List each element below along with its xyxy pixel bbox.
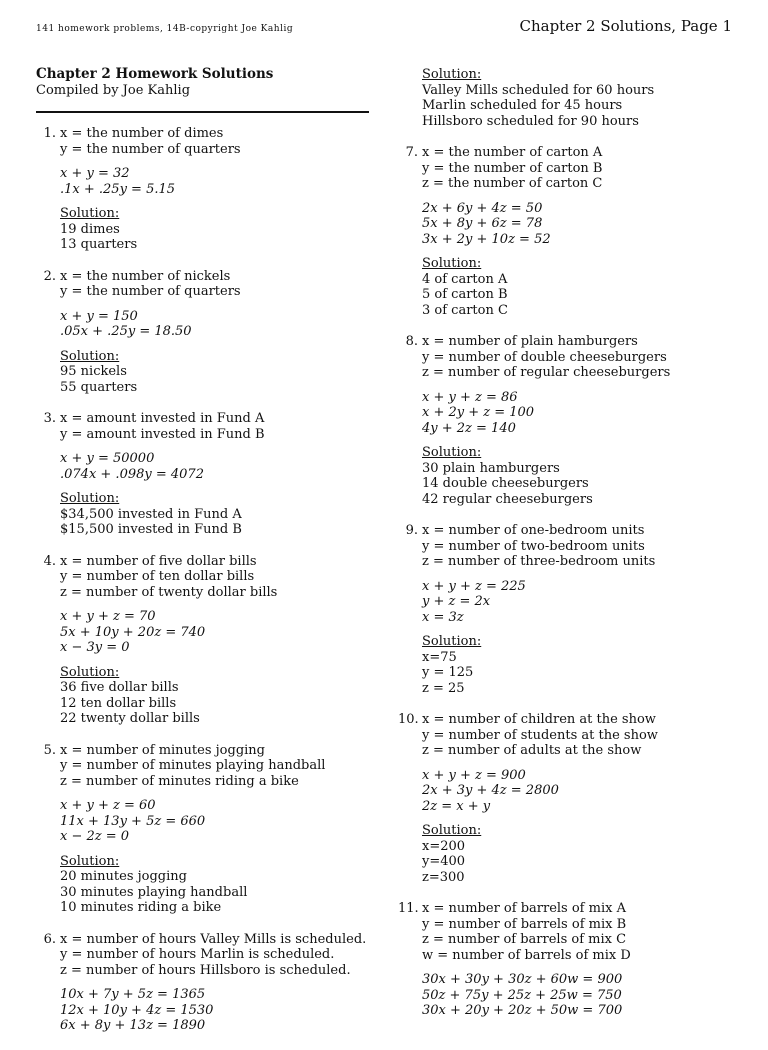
left-column bbox=[36, 67, 371, 1050]
solution-block bbox=[60, 854, 371, 916]
problem-number: 8. bbox=[405, 334, 418, 349]
equation-system bbox=[60, 309, 371, 340]
solution-line: x=75 bbox=[422, 649, 457, 665]
variable-definitions-line: z = number of three-bedroom units bbox=[422, 554, 656, 569]
variable-definitions-line: x = amount invested in Fund A bbox=[60, 411, 265, 426]
right-problem-list bbox=[398, 145, 733, 1019]
solution-line: 42 regular cheeseburgers bbox=[422, 491, 593, 507]
equation-system-line: x + y + z = 900 bbox=[422, 767, 526, 783]
solution-line: 55 quarters bbox=[60, 379, 138, 395]
solution-line: y=400 bbox=[422, 854, 466, 869]
equation-system bbox=[422, 201, 733, 248]
solution-line: z = 25 bbox=[422, 680, 465, 696]
variable-definitions-line: y = the number of quarters bbox=[60, 141, 241, 157]
solution-line: 20 minutes jogging bbox=[60, 869, 187, 884]
solution-block bbox=[60, 491, 371, 538]
solution-line: $15,500 invested in Fund B bbox=[60, 522, 242, 537]
variable-definitions-line: z = number of hours Hillsboro is scheduled. bbox=[60, 962, 351, 978]
variable-definitions bbox=[60, 269, 371, 300]
variable-definitions-line: x = number of five dollar bills bbox=[60, 553, 257, 569]
solution-label: Solution: bbox=[60, 206, 120, 221]
problem-number: 5. bbox=[43, 742, 56, 758]
equation-system bbox=[422, 972, 733, 1019]
compiled-by: Compiled by Joe Kahlig bbox=[36, 82, 191, 98]
problem-item bbox=[398, 901, 733, 1019]
equation-system bbox=[422, 579, 733, 626]
variable-definitions bbox=[60, 411, 371, 442]
problem-item bbox=[36, 932, 371, 1034]
problem-number: 11. bbox=[398, 901, 419, 916]
equation-system-line: y + z = 2x bbox=[422, 594, 491, 609]
problem-number: 4. bbox=[43, 553, 56, 569]
equation-system-line: .1x + .25y = 5.15 bbox=[60, 181, 176, 197]
equation-system bbox=[422, 390, 733, 437]
variable-definitions-line: x = number of minutes jogging bbox=[60, 742, 265, 758]
equation-system-line: 6x + 8y + 13z = 1890 bbox=[60, 1018, 206, 1033]
equation-system-line: x − 3y = 0 bbox=[60, 640, 130, 655]
variable-definitions-line: y = number of two-bedroom units bbox=[422, 538, 645, 554]
solution-line: 14 double cheeseburgers bbox=[422, 476, 589, 491]
equation-system-line: 10x + 7y + 5z = 1365 bbox=[60, 987, 206, 1002]
equation-system-line: 5x + 8y + 6z = 78 bbox=[422, 216, 543, 231]
variable-definitions bbox=[422, 145, 733, 192]
solution-line: Valley Mills scheduled for 60 hours bbox=[422, 82, 655, 98]
solution-line: 5 of carton B bbox=[422, 287, 508, 302]
equation-system-line: 5x + 10y + 20z = 740 bbox=[60, 624, 206, 640]
variable-definitions-line: x = the number of dimes bbox=[60, 126, 224, 141]
equation-system-line: 2x + 3y + 4z = 2800 bbox=[422, 783, 559, 798]
equation-system-line: x + y + z = 70 bbox=[60, 609, 156, 624]
solution-line: $34,500 invested in Fund A bbox=[60, 506, 242, 522]
variable-definitions-line: z = number of barrels of mix C bbox=[422, 932, 627, 947]
problem-item bbox=[36, 554, 371, 727]
solution-line: 4 of carton A bbox=[422, 271, 508, 287]
variable-definitions-line: y = number of barrels of mix B bbox=[422, 916, 627, 932]
equation-system-line: x + y = 32 bbox=[60, 166, 130, 181]
right-column bbox=[398, 67, 733, 1035]
equation-system-line: 50z + 75y + 25z + 25w = 750 bbox=[422, 987, 622, 1003]
variable-definitions bbox=[60, 554, 371, 601]
equation-system-line: x + y + z = 86 bbox=[422, 389, 518, 405]
solution-block bbox=[422, 823, 733, 885]
solution-line: 3 of carton C bbox=[422, 302, 508, 318]
solution-label: Solution: bbox=[60, 348, 120, 364]
solution-line: 36 five dollar bills bbox=[60, 680, 179, 695]
variable-definitions bbox=[60, 743, 371, 790]
variable-definitions-line: y = number of minutes playing handball bbox=[60, 758, 326, 773]
solution-block bbox=[60, 665, 371, 727]
solution-label: Solution: bbox=[422, 256, 482, 271]
equation-system-line: x + y + z = 60 bbox=[60, 798, 156, 813]
variable-definitions bbox=[422, 901, 733, 963]
variable-definitions-line: y = number of students at the show bbox=[422, 727, 658, 743]
problem-item bbox=[36, 269, 371, 396]
solution-label: Solution: bbox=[422, 823, 482, 838]
equation-system-line: 30x + 30y + 30z + 60w = 900 bbox=[422, 972, 623, 987]
problem-item bbox=[36, 743, 371, 916]
variable-definitions-line: x = number of one-bedroom units bbox=[422, 523, 645, 538]
equation-system-line: 3x + 2y + 10z = 52 bbox=[422, 231, 551, 247]
variable-definitions-line: z = number of minutes riding a bike bbox=[60, 773, 299, 789]
problem-item bbox=[398, 145, 733, 318]
problem-item bbox=[398, 523, 733, 696]
solution-line: Marlin scheduled for 45 hours bbox=[422, 98, 623, 113]
variable-definitions bbox=[422, 334, 733, 381]
solution-line: x=200 bbox=[422, 838, 466, 854]
equation-system-line: x = 3z bbox=[422, 609, 464, 625]
problem-number: 1. bbox=[43, 126, 56, 141]
variable-definitions-line: y = the number of quarters bbox=[60, 284, 241, 299]
variable-definitions-line: x = number of hours Valley Mills is scheduled. bbox=[60, 931, 367, 947]
variable-definitions-line: x = the number of carton A bbox=[422, 145, 603, 160]
variable-definitions-line: y = number of hours Marlin is scheduled. bbox=[60, 947, 335, 962]
solution-label: Solution: bbox=[422, 67, 482, 82]
solution-line: 95 nickels bbox=[60, 364, 127, 379]
equation-system-line: x + 2y + z = 100 bbox=[422, 405, 535, 420]
equation-system-line: x + y = 150 bbox=[60, 308, 138, 324]
equation-system-line: .074x + .098y = 4072 bbox=[60, 466, 204, 482]
solution-label: Solution: bbox=[422, 445, 482, 460]
problem-6-solution bbox=[398, 67, 733, 129]
solution-line: 30 plain hamburgers bbox=[422, 460, 560, 476]
equation-system-line: 11x + 13y + 5z = 660 bbox=[60, 813, 206, 829]
variable-definitions-line: z = number of twenty dollar bills bbox=[60, 584, 278, 600]
solution-line: 10 minutes riding a bike bbox=[60, 900, 222, 915]
solution-line: 22 twenty dollar bills bbox=[60, 711, 200, 726]
variable-definitions bbox=[60, 932, 371, 979]
equation-system bbox=[60, 798, 371, 845]
problem-number: 6. bbox=[43, 931, 56, 947]
solution-line: 13 quarters bbox=[60, 237, 138, 252]
equation-system-line: 30x + 20y + 20z + 50w = 700 bbox=[422, 1003, 623, 1018]
equation-system-line: x + y = 50000 bbox=[60, 451, 155, 466]
problem-number: 7. bbox=[405, 145, 418, 160]
solution-block bbox=[422, 256, 733, 318]
solution-block bbox=[422, 445, 733, 507]
variable-definitions bbox=[422, 523, 733, 570]
problem-number: 2. bbox=[43, 268, 56, 284]
left-problem-list bbox=[36, 126, 371, 1034]
solution-line: 30 minutes playing handball bbox=[60, 884, 248, 900]
solution-block bbox=[60, 349, 371, 396]
variable-definitions-line: z = the number of carton C bbox=[422, 176, 603, 191]
equation-system-line: x + y + z = 225 bbox=[422, 578, 526, 594]
variable-definitions bbox=[60, 126, 371, 157]
variable-definitions-line: y = the number of carton B bbox=[422, 160, 603, 176]
running-header: 141 homework problems, 14B-copyright Joe Kahlig bbox=[36, 24, 294, 34]
solution-label: Solution: bbox=[60, 491, 120, 506]
solution-line: y = 125 bbox=[422, 665, 474, 680]
problem-number: 9. bbox=[405, 523, 418, 538]
equation-system bbox=[60, 166, 371, 197]
variable-definitions-line: z = number of regular cheeseburgers bbox=[422, 365, 671, 380]
solution-block bbox=[422, 634, 733, 696]
solution-line: 12 ten dollar bills bbox=[60, 695, 177, 711]
solution-line: 19 dimes bbox=[60, 221, 120, 237]
equation-system-line: 4y + 2z = 140 bbox=[422, 420, 516, 436]
problem-number: 3. bbox=[43, 411, 56, 426]
equation-system-line: 12x + 10y + 4z = 1530 bbox=[60, 1002, 214, 1018]
variable-definitions bbox=[422, 712, 733, 759]
variable-definitions-line: y = amount invested in Fund B bbox=[60, 426, 265, 442]
problem-item bbox=[398, 334, 733, 507]
equation-system bbox=[60, 451, 371, 482]
variable-definitions-line: x = the number of nickels bbox=[60, 268, 231, 284]
solution-line: z=300 bbox=[422, 869, 465, 885]
equation-system bbox=[60, 609, 371, 656]
problem-number: 10. bbox=[398, 712, 419, 727]
problem-item bbox=[36, 126, 371, 253]
equation-system-line: x − 2z = 0 bbox=[60, 829, 130, 844]
title-rule bbox=[36, 111, 369, 113]
equation-system-line: .05x + .25y = 18.50 bbox=[60, 324, 192, 339]
variable-definitions-line: x = number of plain hamburgers bbox=[422, 334, 638, 349]
variable-definitions-line: w = number of barrels of mix D bbox=[422, 947, 631, 963]
equation-system bbox=[422, 768, 733, 815]
variable-definitions-line: z = number of adults at the show bbox=[422, 743, 642, 758]
equation-system-line: 2x + 6y + 4z = 50 bbox=[422, 200, 543, 216]
equation-system-line: 2z = x + y bbox=[422, 798, 491, 814]
solution-label: Solution: bbox=[60, 664, 120, 680]
problem-item bbox=[398, 712, 733, 885]
variable-definitions-line: y = number of ten dollar bills bbox=[60, 569, 255, 584]
solution-line: Hillsboro scheduled for 90 hours bbox=[422, 113, 639, 129]
solution-label: Solution: bbox=[422, 634, 482, 649]
page-header-title: Chapter 2 Solutions, Page 1 bbox=[519, 17, 732, 35]
variable-definitions-line: x = number of children at the show bbox=[422, 712, 656, 727]
document-title: Chapter 2 Homework Solutions bbox=[36, 66, 274, 82]
problem-item bbox=[36, 411, 371, 538]
variable-definitions-line: x = number of barrels of mix A bbox=[422, 901, 626, 916]
variable-definitions-line: y = number of double cheeseburgers bbox=[422, 349, 667, 365]
solution-block bbox=[60, 206, 371, 253]
solution-label: Solution: bbox=[60, 853, 120, 869]
